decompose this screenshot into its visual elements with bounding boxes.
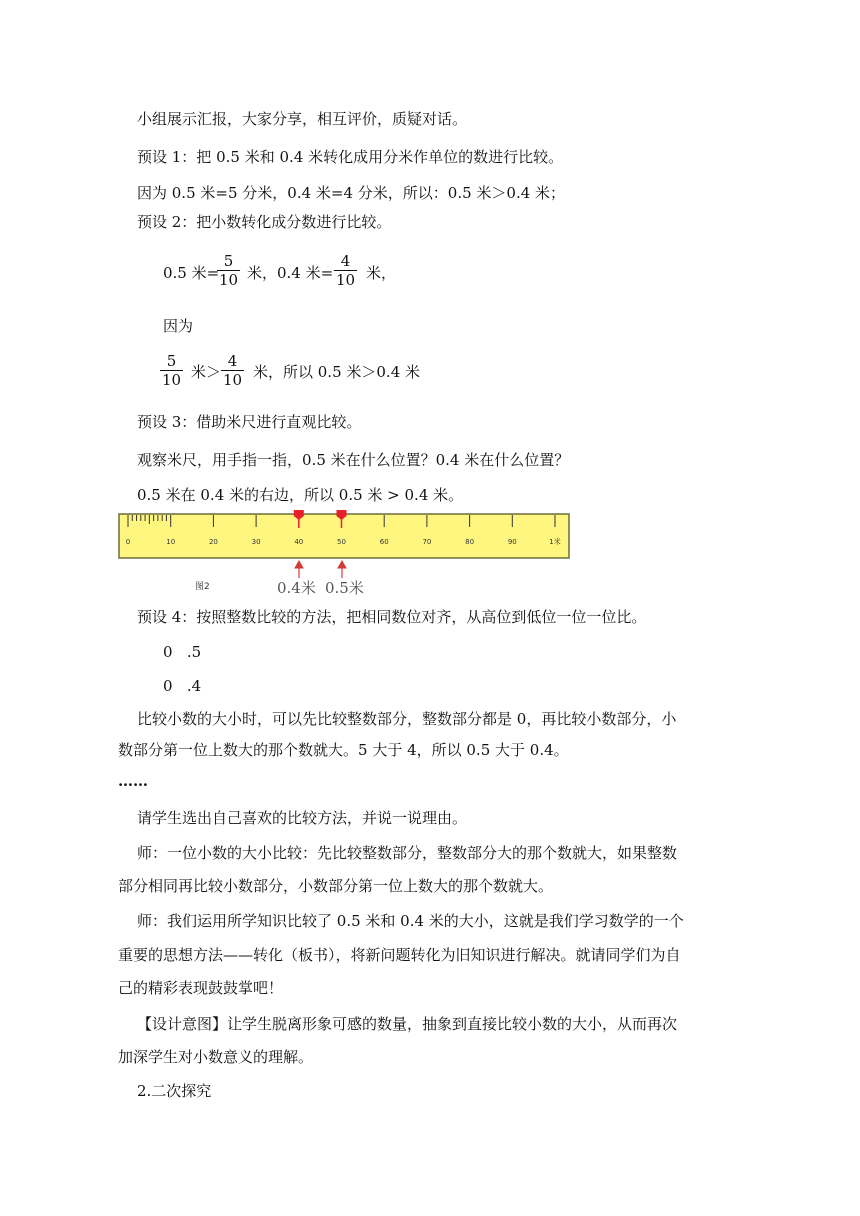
design-intent-1: 【设计意图】让学生脱离形象可感的数量，抽象到直接比较小数的大小，从而再次 xyxy=(137,1015,678,1033)
section-heading-second-exploration: 2.二次探究 xyxy=(137,1082,212,1100)
fraction-5-10 xyxy=(160,352,183,389)
fraction-4-10 xyxy=(221,352,244,389)
ruler-tick-label: 10 xyxy=(166,538,176,546)
compare-explanation-1: 比较小数的大小时，可以先比较整数部分，整数部分都是 0，再比较小数部分，小 xyxy=(137,710,677,728)
ruler-tick-label: 90 xyxy=(507,538,517,546)
numerator: 4 xyxy=(334,252,357,271)
teacher-summary-1: 师：我们运用所学知识比较了 0.5 米和 0.4 米的大小，这就是我们学习数学的一个 xyxy=(137,912,684,930)
numerator: 5 xyxy=(160,352,183,371)
arrow-icons xyxy=(290,560,350,580)
ruler-body xyxy=(119,514,569,558)
ellipsis: …… xyxy=(118,772,148,790)
preset-2: 预设 2：把小数转化成分数进行比较。 xyxy=(137,213,392,231)
ruler-tick-label: 0 xyxy=(125,538,131,546)
fraction-line-1-end: 米， xyxy=(366,264,397,282)
fraction-line-1-start: 0.5 米= xyxy=(163,264,220,282)
preset-3: 预设 3：借助米尺进行直观比较。 xyxy=(137,413,362,431)
fraction-line-2-mid: 米＞ xyxy=(191,363,222,381)
ruler-tick-label: 40 xyxy=(294,538,304,546)
teacher-rule-1: 师：一位小数的大小比较：先比较整数部分，整数部分大的那个数就大，如果整数 xyxy=(137,844,678,862)
ruler-tick-label: 80 xyxy=(465,538,475,546)
preset-1-reason: 因为 0.5 米=5 分米，0.4 米=4 分米，所以：0.5 米＞0.4 米； xyxy=(137,184,566,202)
ruler-tick-label: 50 xyxy=(337,538,346,546)
meter-ruler xyxy=(118,510,570,560)
compare-explanation-2: 数部分第一位上数大的那个数就大。5 大于 4，所以 0.5 大于 0.4。 xyxy=(118,741,569,759)
teacher-summary-2: 重要的思想方法——转化（板书），将新问题转化为旧知识进行解决。就请同学们为自 xyxy=(118,946,681,964)
denominator: 10 xyxy=(162,371,182,389)
fraction-line-1-mid: 米，0.4 米= xyxy=(247,264,334,282)
ruler-tick-label: 60 xyxy=(379,538,389,546)
ruler-tick-label: 20 xyxy=(208,538,218,546)
denominator: 10 xyxy=(223,371,243,389)
denominator: 10 xyxy=(336,271,356,289)
arrow-head-icon xyxy=(295,561,303,568)
fraction-4-10 xyxy=(334,252,357,289)
fraction-5-10 xyxy=(217,252,240,289)
denominator: 10 xyxy=(219,271,239,289)
marker-label-04: 0.4米 xyxy=(277,579,316,597)
numerator: 4 xyxy=(221,352,244,371)
fraction-line-2-end: 米，所以 0.5 米＞0.4 米 xyxy=(253,363,421,381)
student-choice: 请学生选出自己喜欢的比较方法，并说一说理由。 xyxy=(137,809,468,827)
preset-1: 预设 1：把 0.5 米和 0.4 米转化成用分米作单位的数进行比较。 xyxy=(137,148,564,166)
design-intent-2: 加深学生对小数意义的理解。 xyxy=(118,1048,314,1066)
teacher-rule-2: 部分相同再比较小数部分，小数部分第一位上数大的那个数就大。 xyxy=(118,877,554,895)
ruler-conclusion: 0.5 米在 0.4 米的右边，所以 0.5 米 > 0.4 米。 xyxy=(137,486,464,504)
ruler-tick-label: 30 xyxy=(251,538,261,546)
observe-ruler: 观察米尺，用手指一指，0.5 米在什么位置？0.4 米在什么位置？ xyxy=(137,451,570,469)
meter-ruler-figure xyxy=(118,510,570,564)
teacher-summary-3: 己的精彩表现鼓鼓掌吧！ xyxy=(118,979,284,997)
preset-4: 预设 4：按照整数比较的方法，把相同数位对齐，从高位到低位一位一位比。 xyxy=(137,608,647,626)
marker-label-05: 0.5米 xyxy=(325,579,364,597)
ruler-tick-label: 70 xyxy=(422,538,432,546)
because-label: 因为 xyxy=(163,317,194,335)
numerator: 5 xyxy=(217,252,240,271)
figure-label: 图2 xyxy=(195,582,210,592)
arrow-head-icon xyxy=(338,561,346,568)
digit-row-1: 0 .5 xyxy=(163,643,202,661)
digit-row-2: 0 .4 xyxy=(163,677,202,695)
ruler-tick-label: 1米 xyxy=(549,538,561,546)
paragraph-summary: 小组展示汇报，大家分享，相互评价，质疑对话。 xyxy=(137,110,468,128)
